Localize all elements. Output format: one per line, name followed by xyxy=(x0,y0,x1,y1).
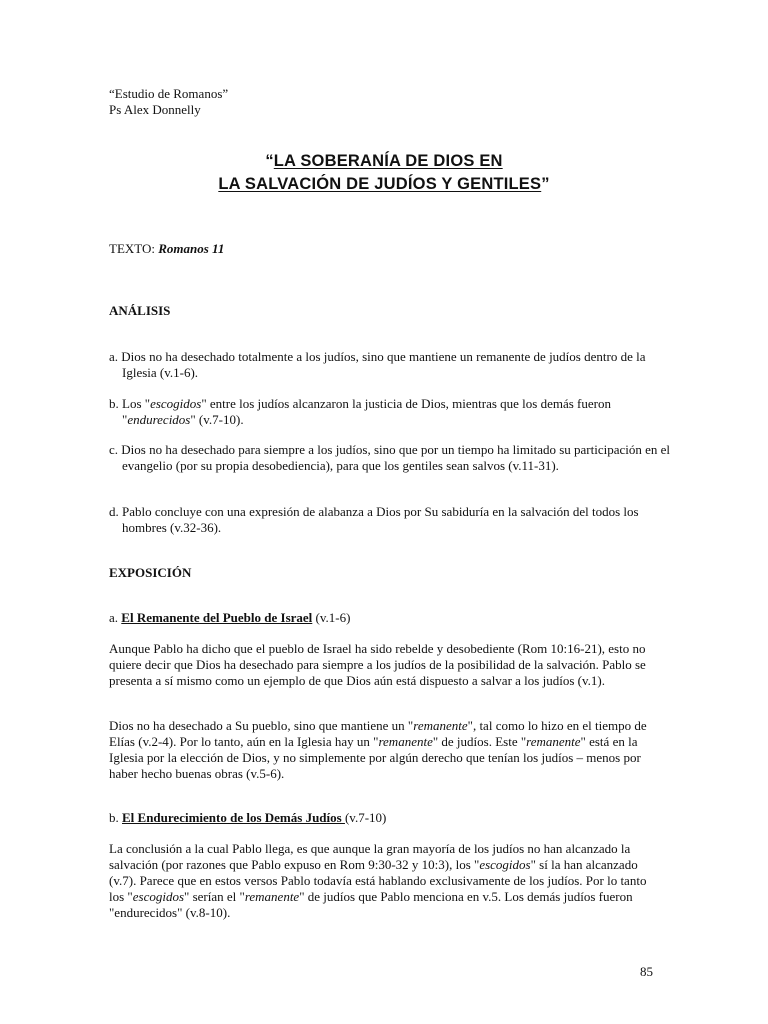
title-line-1: LA SOBERANÍA DE DIOS EN xyxy=(273,152,503,170)
exposicion-heading: EXPOSICIÓN xyxy=(109,565,192,580)
document-header xyxy=(109,86,228,118)
analisis-item-b: b. Los "escogidos" entre los judíos alcanzaron la justicia de Dios, mientras que los demás fueron "endurecidos" (v.7-10). xyxy=(109,396,611,427)
section-a-heading: a. El Remanente del Pueblo de Israel (v.1-6) xyxy=(109,610,351,625)
page-number: 85 xyxy=(640,964,653,979)
analisis-heading: ANÁLISIS xyxy=(109,303,171,318)
texto-line xyxy=(109,241,661,257)
title-open-quote: “ xyxy=(265,152,274,170)
texto-label: TEXTO: xyxy=(109,241,159,256)
analisis-item-c: c. Dios no ha desechado para siempre a los judíos, sino que por un tiempo ha limitado su participación en el evangelio (por su propia desobediencia), para que los gentiles sean salvos (v.11-31). xyxy=(109,442,671,473)
paragraph-2: Dios no ha desechado a Su pueblo, sino que mantiene un "remanente", tal como lo hizo en el tiempo de Elías (v.2-4). Por lo tanto, aún en la Iglesia hay un "remanente" de judíos. Este "remanente" está en la Iglesia por la elección de Dios, y no simplemente por algún derecho que tenían los judíos – menos por haber hecho buenas obras (v.5-6). xyxy=(109,718,647,781)
texto-reference: Romanos 11 xyxy=(158,241,225,256)
author: Ps Alex Donnelly xyxy=(109,102,201,117)
title-line-2: LA SALVACIÓN DE JUDÍOS Y GENTILES xyxy=(218,175,542,193)
series-name: “Estudio de Romanos” xyxy=(109,86,229,101)
analisis-item-d: d. Pablo concluye con una expresión de alabanza a Dios por Su sabiduría en la salvación del todos los hombres (v.32-36). xyxy=(109,504,639,535)
paragraph-1: Aunque Pablo ha dicho que el pueblo de Israel ha sido rebelde y desobediente (Rom 10:16-21), esto no quiere decir que Dios ha desechado para siempre a los judíos de la posibilidad de la salvación. Pablo se presenta a sí mismo como un ejemplo de que Dios aún está dispuesto a salvar a los judíos (v.1). xyxy=(109,641,646,688)
section-b-heading: b. El Endurecimiento de los Demás Judíos (v.7-10) xyxy=(109,810,387,825)
document-title xyxy=(0,150,768,196)
section-b-title: El Endurecimiento de los Demás Judíos xyxy=(122,810,345,825)
section-a-title: El Remanente del Pueblo de Israel xyxy=(121,610,313,625)
analisis-item-a: a. Dios no ha desechado totalmente a los judíos, sino que mantiene un remanente de judíos dentro de la Iglesia (v.1-6). xyxy=(109,349,646,380)
title-close-quote: ” xyxy=(541,175,550,193)
paragraph-3: La conclusión a la cual Pablo llega, es que aunque la gran mayoría de los judíos no han alcanzado la salvación (por razones que Pablo expuso en Rom 9:30-32 y 10:3), los "escogidos" sí la han alcanzado (v.7). Parece que en estos versos Pablo todavía está hablando exclusivamente de los judíos. Por lo tanto los "escogidos" serían el "remanente" de judíos que Pablo menciona en v.5. Los demás judíos fueron "endurecidos" (v.8-10). xyxy=(109,841,647,920)
